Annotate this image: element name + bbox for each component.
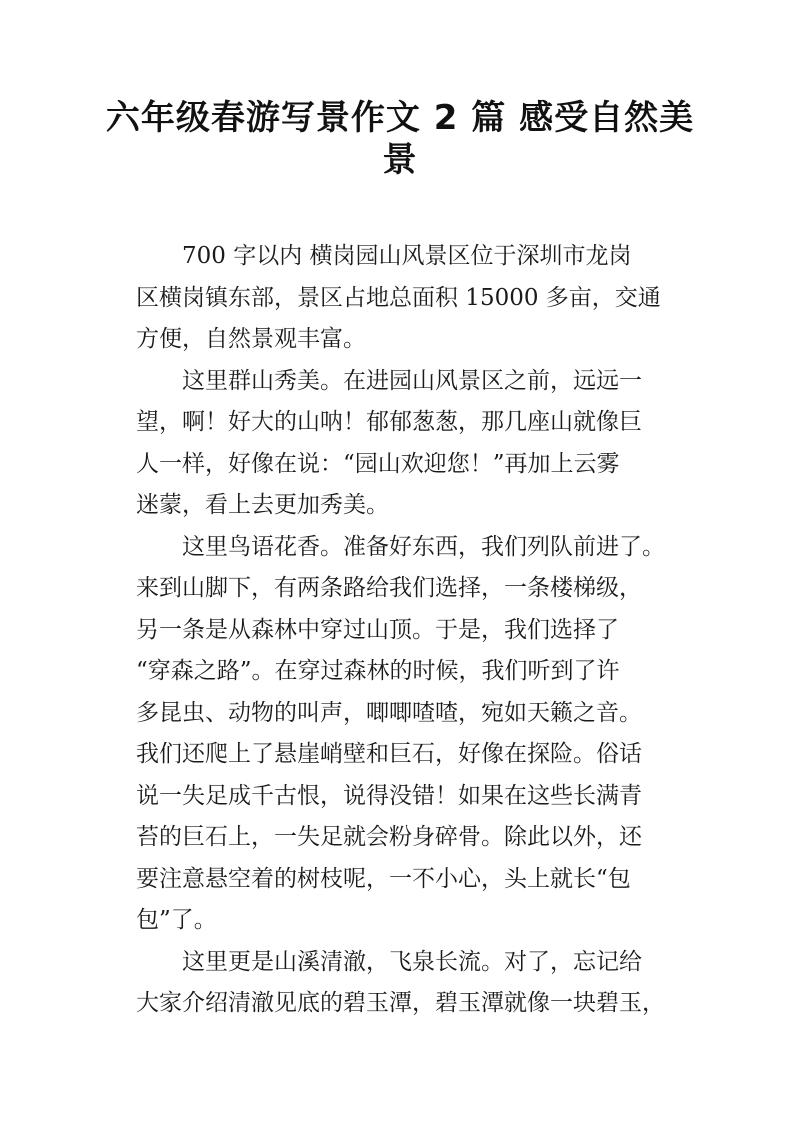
- text-line: 区横岗镇东部，景区占地总面积 15000 多亩，交通: [136, 284, 661, 311]
- text-line: 来到山脚下，有两条路给我们选择，一条楼梯级，: [136, 575, 642, 601]
- text-line: 大家介绍清澈见底的碧玉潭，碧玉潭就像一块碧玉，: [136, 990, 665, 1016]
- text-line: 这里更是山溪清澈，飞泉长流。对了，忘记给: [182, 948, 642, 975]
- text-line: 苔的巨石上，一失足就会粉身碎骨。除此以外，还: [136, 824, 642, 850]
- text-line: 包”了。: [136, 907, 217, 933]
- text-line: 这里群山秀美。在进园山风景区之前，远远一: [182, 367, 642, 394]
- text-line: 人一样，好像在说：“园山欢迎您！”再加上云雾: [136, 450, 620, 477]
- text-line: 另一条是从森林中穿过山顶。于是，我们选择了: [136, 616, 619, 643]
- title-line-1: 六年级春游写景作文 2 篇 感受自然美: [105, 98, 695, 138]
- text-line: 多昆虫、动物的叫声，唧唧喳喳，宛如天籁之音。: [136, 699, 642, 726]
- document-title: [100, 98, 700, 181]
- text-line: 要注意悬空着的树枝呢，一不小心，头上就长“包: [136, 865, 631, 892]
- text-line: “穿森之路”。在穿过森林的时候，我们听到了许: [136, 658, 620, 684]
- document-body: [136, 236, 696, 1025]
- text-line: 700 字以内 横岗园山风景区位于深圳市龙岗: [182, 243, 632, 269]
- paragraph-intro: [136, 236, 696, 361]
- text-line: 说一失足成千古恨，说得没错！如果在这些长满青: [136, 782, 642, 809]
- text-line: 迷蒙，看上去更加秀美。: [136, 492, 389, 518]
- paragraph-mountains: [136, 361, 696, 527]
- text-line: 这里鸟语花香。准备好东西，我们列队前进了。: [182, 533, 665, 560]
- text-line: 我们还爬上了悬崖峭壁和巨石，好像在探险。俗话: [136, 741, 642, 767]
- paragraph-birds-flowers: [136, 527, 696, 942]
- paragraph-streams: [136, 942, 696, 1025]
- text-line: 方便，自然景观丰富。: [136, 326, 366, 352]
- text-line: 望，啊！好大的山呐！郁郁葱葱，那几座山就像巨: [136, 409, 642, 435]
- title-line-2: 景: [382, 139, 418, 180]
